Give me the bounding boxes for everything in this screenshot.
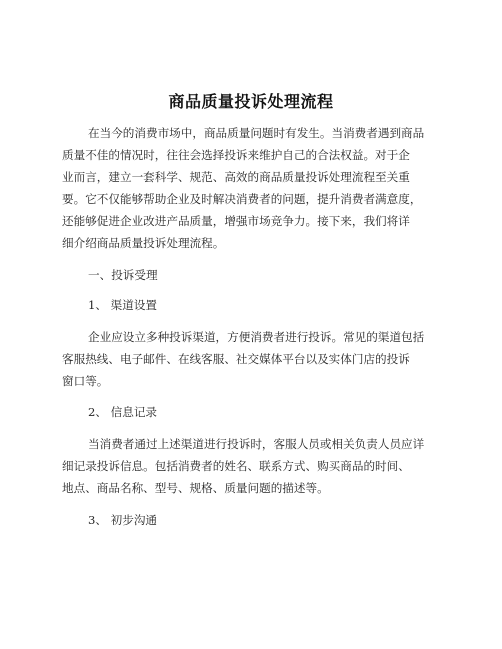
document-title: 商品质量投诉处理流程 <box>168 92 334 111</box>
intro-line: 还能够促进企业改进产品质量，增强市场竞争力。接下来，我们将详 <box>62 214 410 228</box>
item-body-line: 当消费者通过上述渠道进行投诉时，客服人员或相关负责人员应详 <box>88 437 425 451</box>
intro-line: 业而言，建立一套科学、规范、高效的商品质量投诉处理流程至关重 <box>62 170 410 184</box>
item-body-line: 企业应设立多种投诉渠道，方便消费者进行投诉。常见的渠道包括 <box>88 330 425 344</box>
item-heading: 2、 信息记录 <box>88 405 158 419</box>
item-body-line: 地点、商品名称、型号、规格、质量问题的描述等。 <box>62 481 329 495</box>
item-body-line: 窗口等。 <box>62 374 109 388</box>
item-body-line: 细记录投诉信息。包括消费者的姓名、联系方式、购买商品的时间、 <box>62 459 410 473</box>
intro-line: 质量不佳的情况时，往往会选择投诉来维护自己的合法权益。对于企 <box>62 148 410 162</box>
item-heading: 1、 渠道设置 <box>88 298 158 312</box>
intro-line: 要。它不仅能够帮助企业及时解决消费者的问题，提升消费者满意度， <box>62 192 422 206</box>
intro-line: 细介绍商品质量投诉处理流程。 <box>62 236 225 250</box>
item-heading: 3、 初步沟通 <box>88 513 158 527</box>
item-body-line: 客服热线、电子邮件、在线客服、社交媒体平台以及实体门店的投诉 <box>62 352 410 366</box>
section-heading: 一、投诉受理 <box>88 268 158 282</box>
intro-line: 在当今的消费市场中，商品质量问题时有发生。当消费者遇到商品 <box>88 126 425 140</box>
